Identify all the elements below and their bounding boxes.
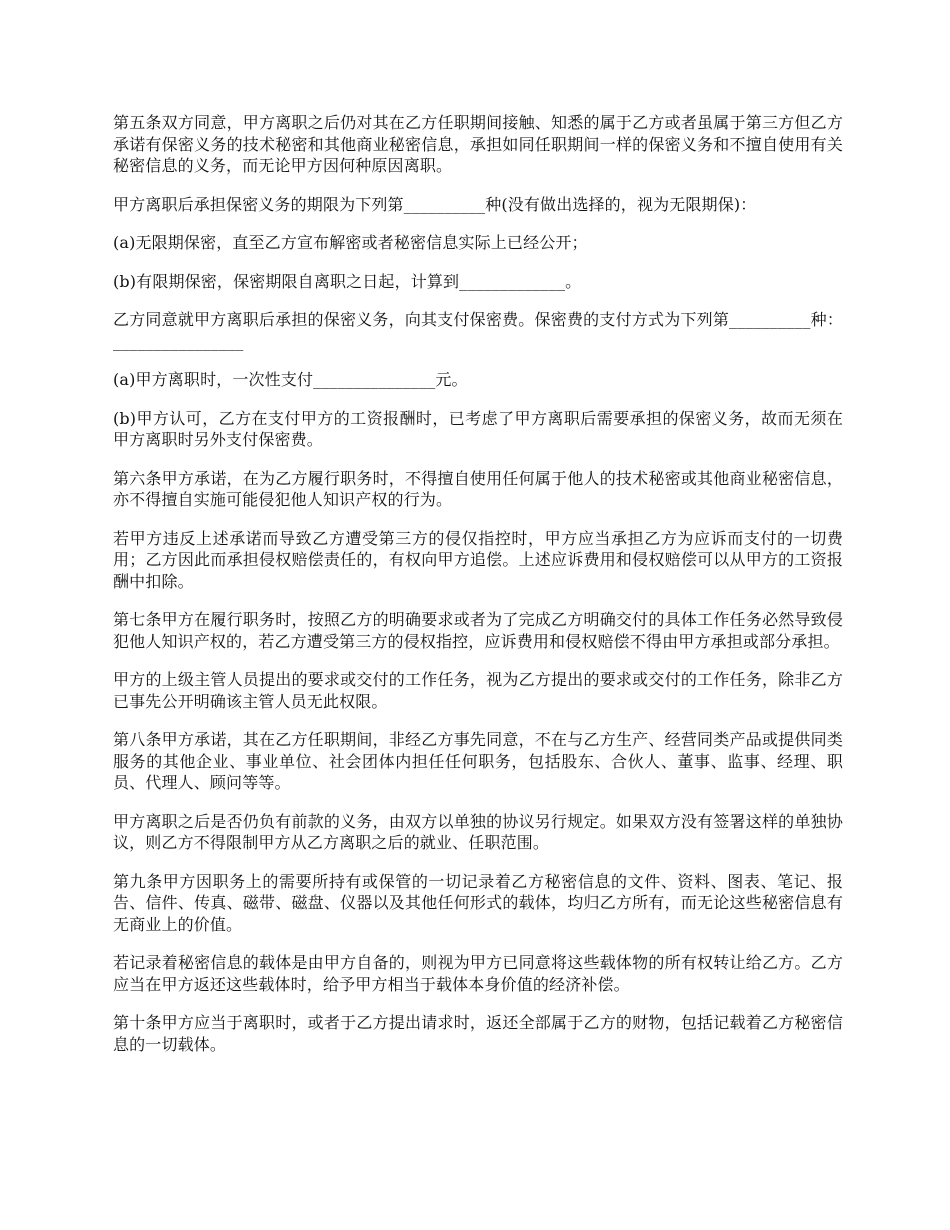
paragraph-confidentiality-fee: 乙方同意就甲方离职后承担的保密义务，向其支付保密费。保密费的支付方式为下列第__________种：________________: [113, 310, 843, 351]
paragraph-article-5: 第五条双方同意，甲方离职之后仍对其在乙方任职期间接触、知悉的属于乙方或者虽属于第三方但乙方承诺有保密义务的技术秘密和其他商业秘密信息，承担如同任职期间一样的保密义务和不擅自使用有关秘密信息的义务，而无论甲方因何种原因离职。: [113, 113, 843, 175]
paragraph-confidentiality-term-choice: 甲方离职后承担保密义务的期限为下列第__________种(没有做出选择的，视为无限期保)：: [113, 194, 757, 214]
document-body: [113, 112, 843, 1072]
paragraph-article-9-carrier: 若记录着秘密信息的载体是由甲方自备的，则视为甲方已同意将这些载体物的所有权转让给乙方。乙方应当在甲方返还这些载体时，给予甲方相当于载体本身价值的经济补偿。: [113, 953, 843, 994]
paragraph-fee-option-b: (b)甲方认可，乙方在支付甲方的工资报酬时，已考虑了甲方离职后需要承担的保密义务，故而无须在甲方离职时另外支付保密费。: [113, 408, 843, 449]
paragraph-article-8: 第八条甲方承诺，其在乙方任职期间，非经乙方事先同意，不在与乙方生产、经营同类产品或提供同类服务的其他企业、事业单位、社会团体内担任任何职务，包括股东、合伙人、董事、监事、经理、职员、代理人、顾问等等。: [113, 730, 843, 792]
paragraph-article-8-post-employment: 甲方离职之后是否仍负有前款的义务，由双方以单独的协议另行规定。如果双方没有签署这样的单独协议，则乙方不得限制甲方从乙方离职之后的就业、任职范围。: [113, 811, 843, 852]
paragraph-option-b-limited: (b)有限期保密，保密期限自离职之日起，计算到_____________。: [113, 271, 582, 291]
paragraph-article-6-breach: 若甲方违反上述承诺而导致乙方遭受第三方的侵仅指控时，甲方应当承担乙方为应诉而支付的一切费用；乙方因此而承担侵权赔偿责任的，有权向甲方追偿。上述应诉费用和侵权赔偿可以从甲方的工资报酬中扣除。: [113, 528, 843, 591]
paragraph-fee-option-a: (a)甲方离职时，一次性支付_______________元。: [113, 370, 468, 389]
paragraph-article-6: 第六条甲方承诺，在为乙方履行职务时，不得擅自使用任何属于他人的技术秘密或其他商业秘密信息，亦不得擅自实施可能侵犯他人知识产权的行为。: [113, 468, 843, 509]
paragraph-article-7: 第七条甲方在履行职务时，按照乙方的明确要求或者为了完成乙方明确交付的具体工作任务必然导致侵犯他人知识产权的，若乙方遭受第三方的侵权指控，应诉费用和侵权赔偿不得由甲方承担或部分承担。: [113, 610, 843, 651]
paragraph-article-7-supervisor: 甲方的上级主管人员提出的要求或交付的工作任务，视为乙方提出的要求或交付的工作任务，除非乙方已事先公开明确该主管人员无此权限。: [113, 670, 843, 711]
paragraph-article-9: 第九条甲方因职务上的需要所持有或保管的一切记录着乙方秘密信息的文件、资料、图表、笔记、报告、信件、传真、磁带、磁盘、仪器以及其他任何形式的载体，均归乙方所有，而无论这些秘密信息有无商业上的价值。: [113, 871, 843, 934]
paragraph-option-a-unlimited: (a)无限期保密，直至乙方宣布解密或者秘密信息实际上已经公开；: [113, 233, 588, 252]
paragraph-article-10: 第十条甲方应当于离职时，或者于乙方提出请求时，返还全部属于乙方的财物，包括记载着乙方秘密信息的一切载体。: [113, 1013, 843, 1054]
